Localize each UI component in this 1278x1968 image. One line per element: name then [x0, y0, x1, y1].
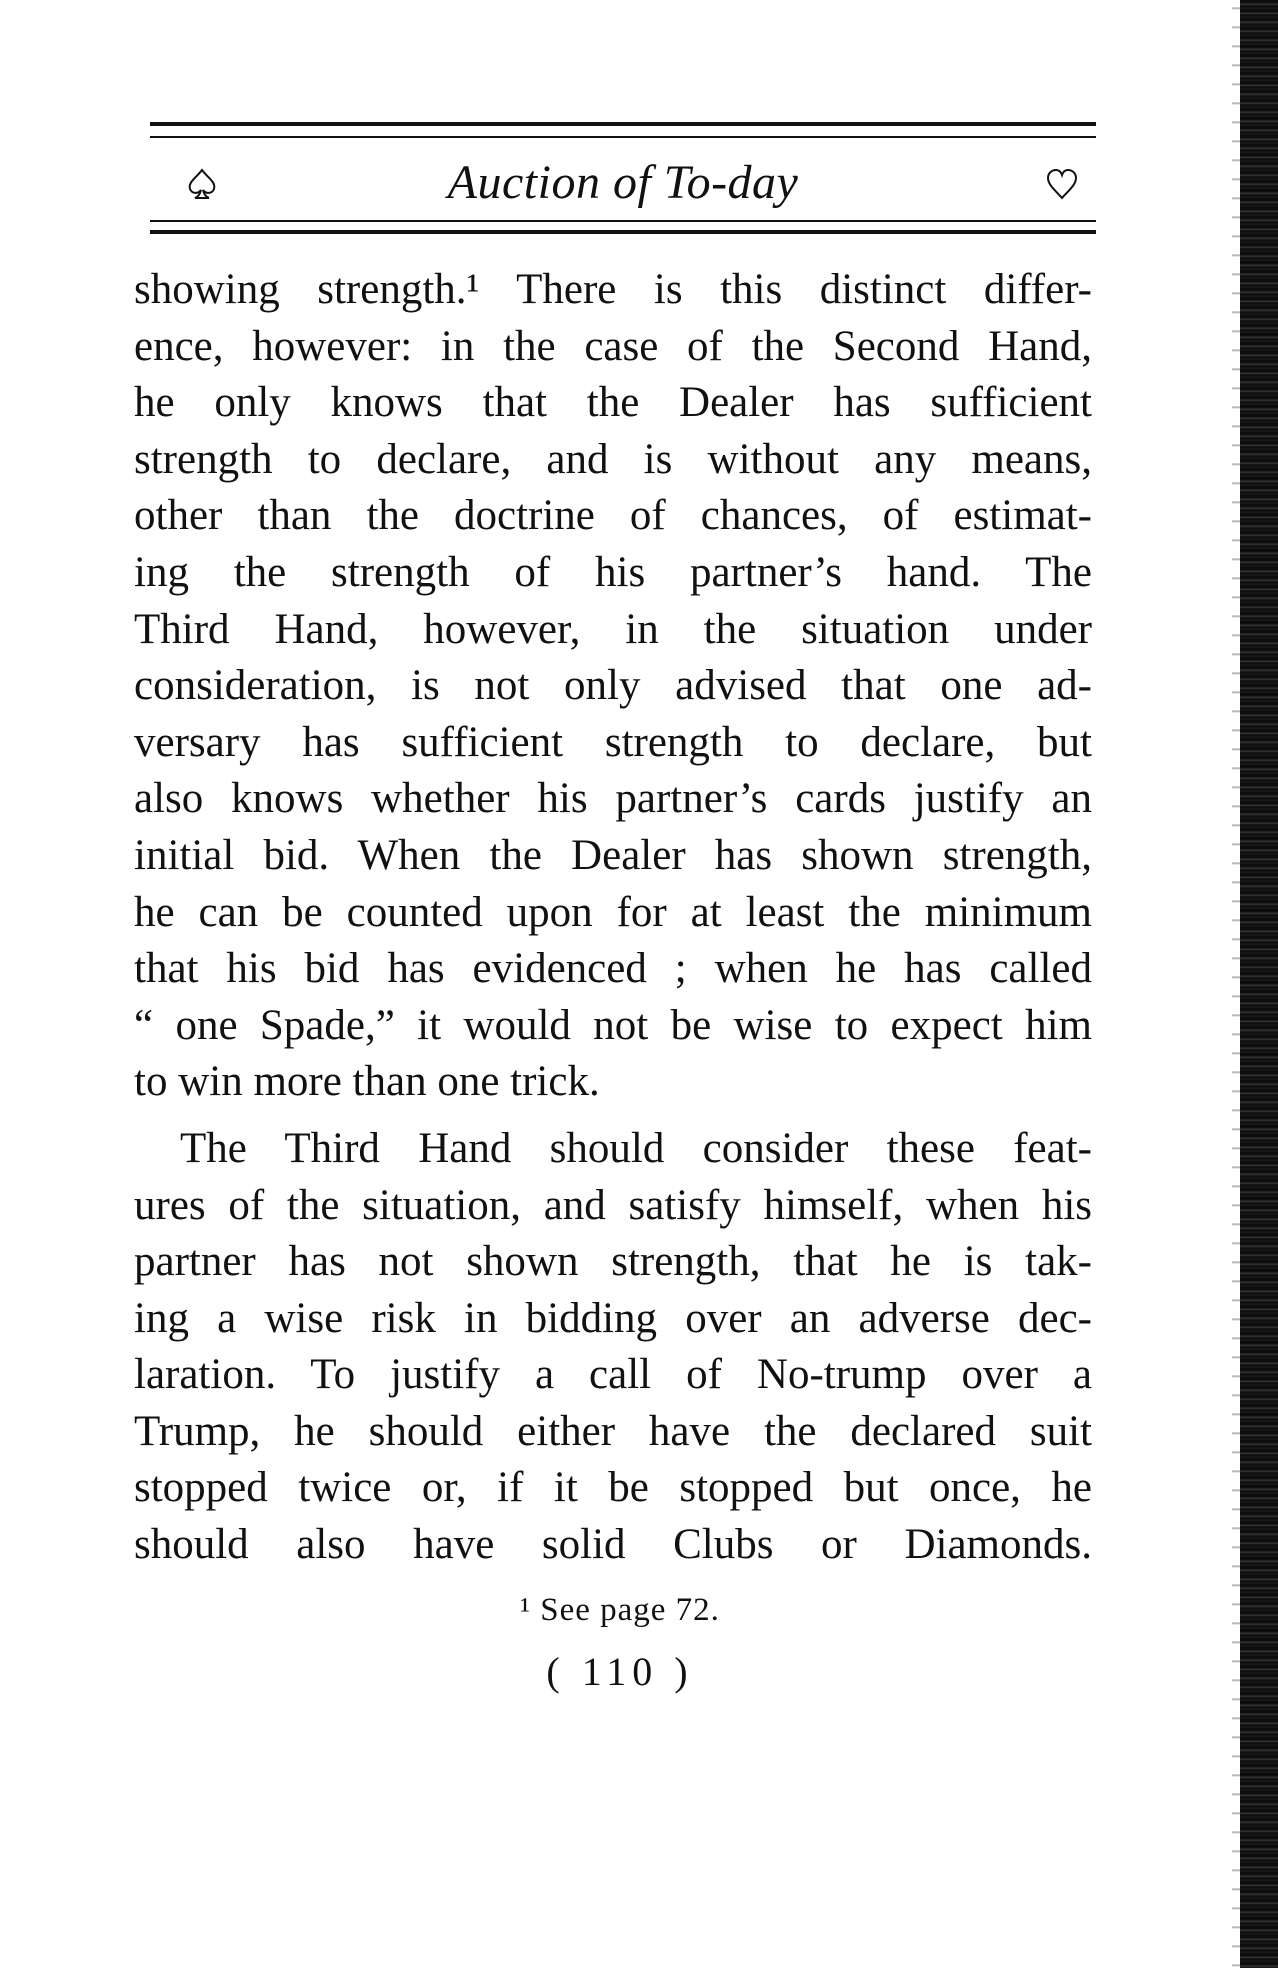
header-rule-bottom-thick — [150, 230, 1096, 234]
page-edge-shadow — [1240, 0, 1278, 1968]
text-line: that his bid has evidenced ; when he has called — [134, 945, 1092, 993]
text-line: strength to declare, and is without any means, — [134, 435, 1092, 483]
text-line: Third Hand, however, in the situation under — [134, 605, 1092, 653]
text-line: stopped twice or, if it be stopped but once, he — [134, 1464, 1092, 1512]
page-number: ( 110 ) — [546, 1649, 694, 1694]
body-text — [134, 262, 1092, 1574]
text-line: also knows whether his partner’s cards justify an — [134, 775, 1092, 823]
paragraph — [134, 1121, 1092, 1574]
header-rule-top-thin — [150, 136, 1096, 138]
text-line: versary has sufficient strength to declare, but — [134, 718, 1092, 766]
text-line: The Third Hand should consider these feat- — [180, 1124, 1092, 1172]
text-line: other than the doctrine of chances, of estimat- — [134, 492, 1092, 540]
text-line: partner has not shown strength, that he is tak- — [134, 1238, 1092, 1286]
text-line: ence, however: in the case of the Second Hand, — [134, 322, 1092, 370]
text-line: consideration, is not only advised that one ad- — [134, 662, 1092, 710]
text-line: he only knows that the Dealer has sufficient — [134, 379, 1092, 427]
text-line: showing strength.¹ There is this distinct differ- — [134, 266, 1092, 313]
text-line: ing a wise risk in bidding over an adverse dec- — [134, 1294, 1092, 1342]
paragraph — [134, 262, 1092, 1111]
header-rule-bottom-thin — [150, 220, 1096, 222]
heart-outline-icon — [1042, 164, 1082, 204]
text-line: ures of the situation, and satisfy himself, when his — [134, 1181, 1092, 1229]
running-title: Auction of To-day — [447, 156, 799, 209]
text-line: laration. To justify a call of No-trump over a — [134, 1351, 1092, 1399]
text-line: should also have solid Clubs or Diamonds. — [134, 1521, 1092, 1569]
running-header — [150, 150, 1096, 216]
text-line: “ one Spade,” it would not be wise to expect him — [134, 1001, 1092, 1049]
footnote: ¹ See page 72. — [520, 1592, 720, 1628]
text-line: he can be counted upon for at least the minimum — [134, 888, 1092, 936]
text-line: Trump, he should either have the declared suit — [134, 1407, 1092, 1455]
text-line: initial bid. When the Dealer has shown strength, — [134, 831, 1092, 879]
text-line: ing the strength of his partner’s hand. The — [134, 548, 1092, 596]
header-rule-top-thick — [150, 122, 1096, 126]
text-line: to win more than one trick. — [134, 1058, 600, 1106]
